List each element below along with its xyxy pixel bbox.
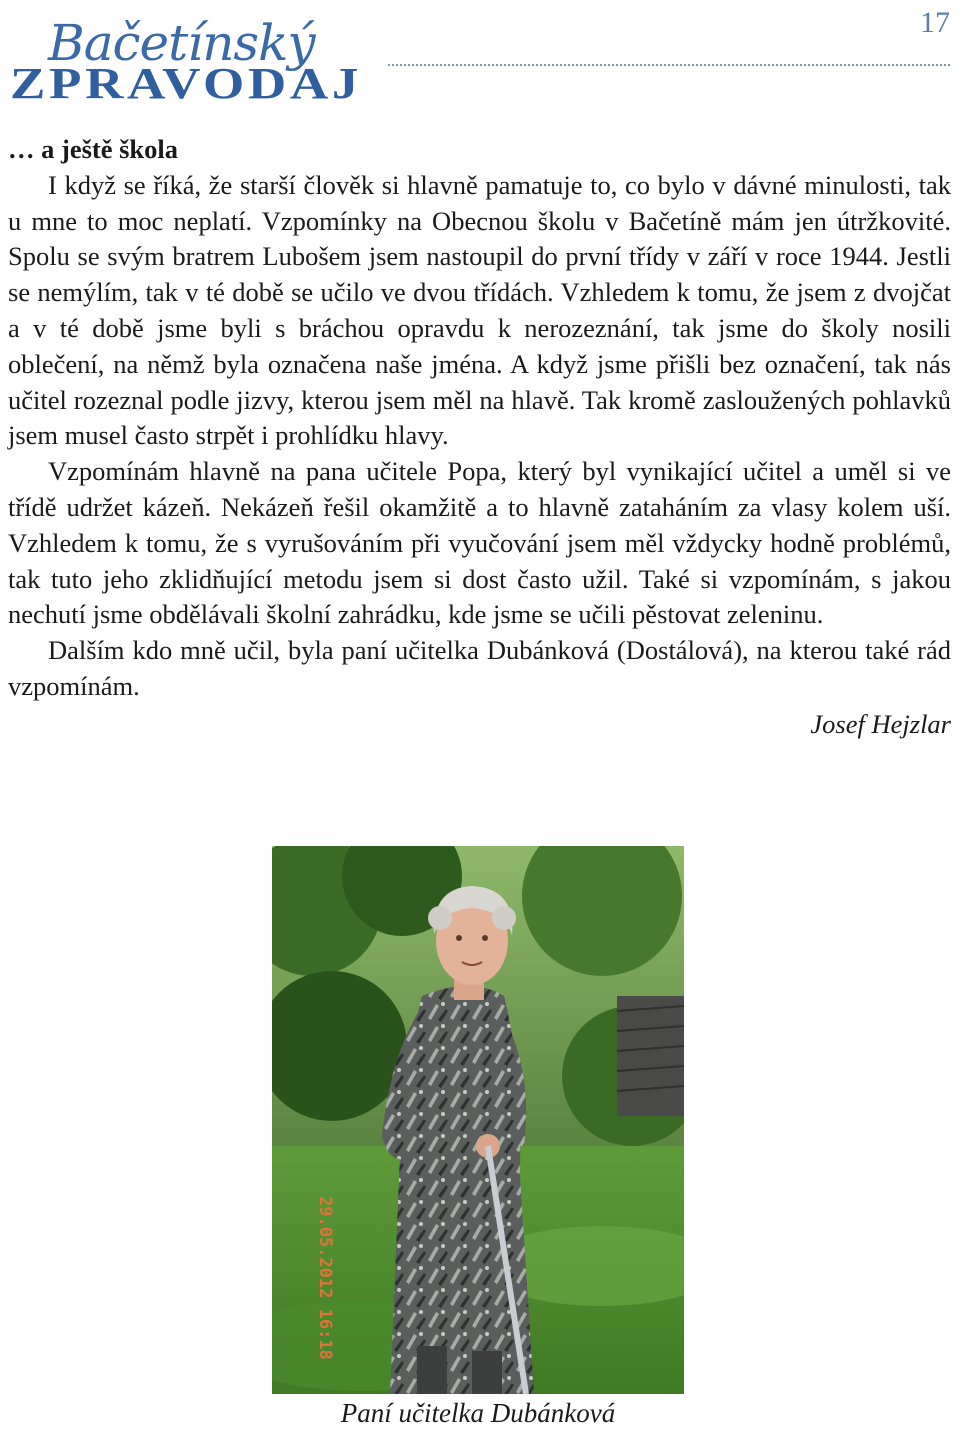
article-author: Josef Hejzlar — [810, 708, 951, 739]
masthead-logo — [8, 4, 368, 104]
logo-script-text: Bačetínský — [48, 14, 315, 72]
article-title: … a ještě škola — [8, 134, 179, 164]
photo-caption: Paní učitelka Dubánková — [340, 1398, 616, 1428]
photo-teacher — [272, 846, 684, 1394]
article — [8, 132, 951, 743]
page-number: 17 — [920, 6, 950, 39]
logo-caps-text: ZPRAVODAJ — [10, 59, 362, 104]
article-paragraph: Vzpomínám hlavně na pana učitele Popa, který byl vynikající učitel a uměl si ve třídě udržet kázeň. Nekázeň řešil okamžitě a to hlavně zataháním za vlasy kolem uší. Vzhledem k tomu, že s vyrušováním při vyučování jsem měl vždycky hodně problémů, tak tuto jeho zklidňující metodu jsem si dost často užil. Také si vzpomínám, s jakou nechutí jsme obdělávali školní zahrádku, kde jsme se učili pěstovat zeleninu. — [8, 456, 951, 630]
article-paragraph: Dalším kdo mně učil, byla paní učitelka Dubánková (Dostálová), na kterou také rád vzpomínám. — [8, 635, 951, 701]
photo-date-stamp: 29.05.2012 16:18 — [315, 1196, 335, 1360]
header-divider — [388, 64, 950, 66]
article-paragraph: I když se říká, že starší člověk si hlavně pamatuje to, co bylo v dávné minulosti, tak u mne to moc neplatí. Vzpomínky na Obecnou školu v Bačetíně mám jen útržkovité. Spolu se svým bratrem Lubošem jsem nastoupil do první třídy v září v roce 1944. Jestli se nemýlím, tak v té době se učilo ve dvou třídách. Vzhledem k tomu, že jsem z dvojčat a v té době jsme byli s bráchou opravdu k nerozeznání, tak jsme do školy nosili oblečení, na němž byla označena naše jména. A když jsme přišli bez označení, tak nás učitel rozeznal podle jizvy, kterou jsem měl na hlavě. Tak kromě zasloužených pohlavků jsem musel často strpět i prohlídku hlavy. — [8, 169, 951, 451]
